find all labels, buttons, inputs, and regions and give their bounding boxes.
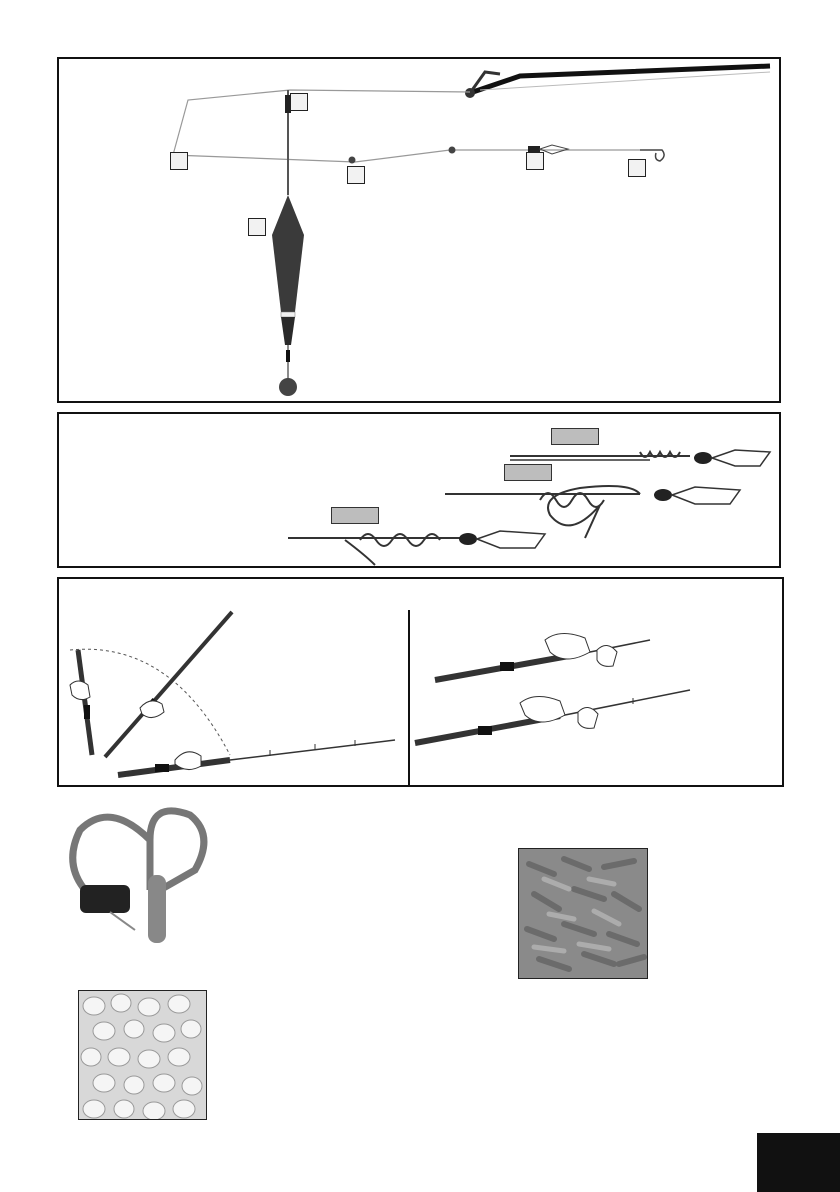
corn-texture bbox=[79, 991, 207, 1120]
sweetcorn-bait-photo bbox=[78, 990, 207, 1120]
maggot-bait-photo bbox=[518, 848, 648, 979]
page-number-tab bbox=[757, 1133, 840, 1192]
maggot-texture bbox=[519, 849, 648, 979]
